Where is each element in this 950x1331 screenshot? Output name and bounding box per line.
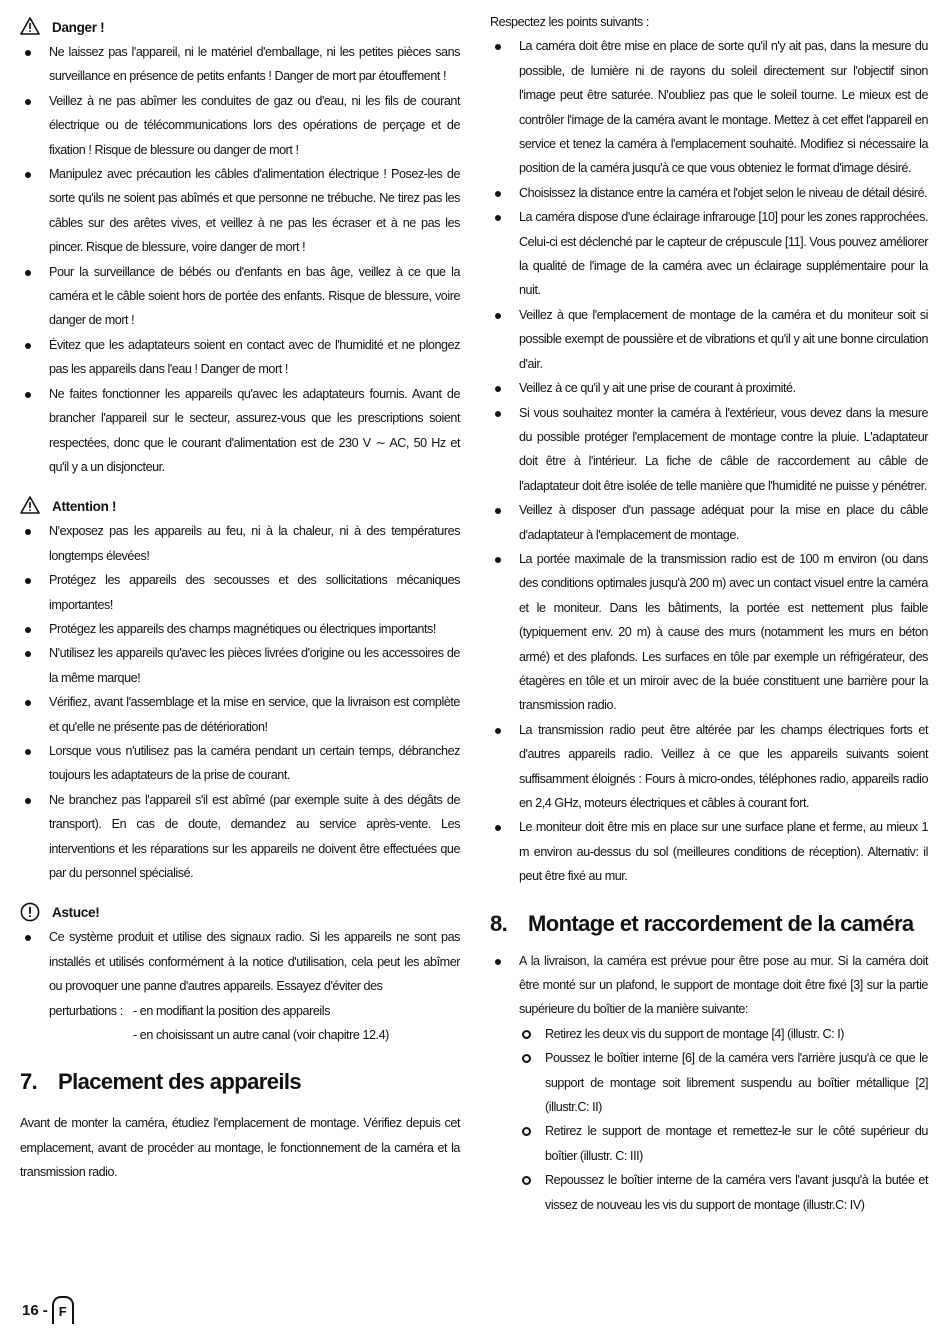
list-item: La caméra dispose d'une éclairage infrarouge [10] pour les zones rapprochées. Celui-ci est déclenché par le capteur de crépuscule [11]. Vous pouvez améliorer la qualité de l'image de la caméra avec un éclairage supplémentaire pour la nuit. [490,205,928,303]
danger-heading [20,14,460,40]
warning-triangle-icon [20,17,40,37]
list-item: Ne laissez pas l'appareil, ni le matériel d'emballage, ni les petites pièces sans surveillance en présence de petits enfants ! Danger de mort par étouffement ! [20,40,460,89]
list-item: Vérifiez, avant l'assemblage et la mise en service, que la livraison est complète et qu'elle ne présente pas de détérioration! [20,690,460,739]
exclamation-circle-icon [20,902,40,922]
section-8-number: 8. [490,910,508,936]
list-item: La caméra doit être mise en place de sorte qu'il n'y ait pas, dans la mesure du possible, de lumière ni de rayons du soleil directement sur l'objectif sinon l'image peut être saturée. N'oubliez pas que le soleil tourne. Le mieux est de contrôler l'image de la caméra avant le montage. Mettez à cet effet l'appareil en service et tenez la caméra à l'emplacement souhaité. Modifiez si nécessaire la position de la caméra jusqu'à ce que vous obteniez le format d'image désiré. [490,34,928,180]
list-item: Pour la surveillance de bébés ou d'enfants en bas âge, veillez à ce que la caméra et le câble soient hors de portée des enfants. Risque de blessure, voire danger de mort ! [20,260,460,333]
mount-step: Poussez le boîtier interne [6] de la caméra vers l'arrière jusqu'à ce que le support de montage soit librement suspendu au boîtier métallique [2] (illustr.C: II) [519,1046,928,1119]
attention-heading [20,493,460,519]
tip-intro: Ce système produit et utilise des signaux radio. Si les appareils ne sont pas installés et utilisés conformément à la notice d'utilisation, cela peut les abîmer ou provoquer une panne d'autres appareils. Essayez d'éviter des [49,930,460,994]
section-7-title: Placement des appareils [58,1069,301,1095]
tip-options-label: perturbations : [49,1003,123,1018]
list-item: N'exposez pas les appareils au feu, ni à la chaleur, ni à des températures longtemps élevées! [20,519,460,568]
danger-list [20,40,460,479]
list-item: Veillez à disposer d'un passage adéquat pour la mise en place du câble d'adaptateur à l'emplacement de montage. [490,498,928,547]
tip-options [49,999,460,1048]
mount-step: Retirez les deux vis du support de montage [4] (illustr. C: I) [519,1022,928,1046]
list-item: Évitez que les adaptateurs soient en contact avec de l'humidité et ne plongez pas les appareils dans l'eau ! Danger de mort ! [20,333,460,382]
section-8-list [490,949,928,1217]
list-item: Le moniteur doit être mis en place sur une surface plane et ferme, au mieux 1 m environ au-dessus du sol (meilleures conditions de réception). Alternativ: il peut être fixé au mur. [490,815,928,888]
tip-option: - en choisissant un autre canal (voir chapitre 12.4) [133,1028,389,1043]
tip-option: - en modifiant la position des appareils [133,1003,330,1018]
warning-triangle-icon [20,496,40,516]
list-item: N'utilisez les appareils qu'avec les pièces livrées d'origine ou les accessoires de la même marque! [20,641,460,690]
list-item: Protégez les appareils des champs magnétiques ou électriques importants! [20,617,460,641]
page-separator: - [42,1301,48,1319]
attention-title: Attention ! [52,498,117,514]
danger-title: Danger ! [52,19,105,35]
list-item [490,949,928,1217]
list-item: Si vous souhaitez monter la caméra à l'extérieur, vous devez dans la mesure du possible protéger l'emplacement de montage contre la pluie. L'adaptateur doit être à l'intérieur. La fiche de câble de raccordement au câble de l'adaptateur doit être isolée de telle manière que l'humidité ne puisse y pénétrer. [490,401,928,499]
tip-title: Astuce! [52,904,100,920]
section-8-lead: A la livraison, la caméra est prévue pour être pose au mur. Si la caméra doit être monté sur un plafond, le support de montage doit être fixé [3] sur la partie supérieure du boîtier de la manière suivante: [519,953,928,1017]
list-item: La transmission radio peut être altérée par les champs électriques forts et d'autres appareils radio. Veillez à ce que les appareils suivants soient suffisamment éloignés : Fours à micro-ondes, téléphones radio, appareils radio en 2,4 GHz, moteurs électriques et câbles à courant fort. [490,718,928,816]
list-item: Ne faites fonctionner les appareils qu'avec les adaptateurs fournis. Avant de brancher l'appareil sur le secteur, assurez-vous que les prescriptions soient respectées, donc que le courant d'alimentation est de 230 V ∼ AC, 50 Hz et qu'il y a un disjoncteur. [20,382,460,480]
placement-list [490,34,928,888]
section-7-number: 7. [20,1069,38,1095]
mount-step: Repoussez le boîtier interne de la caméra vers l'avant jusqu'à la butée et vissez de nouveau les vis du support de montage (illustr.C: IV) [519,1168,928,1217]
right-column [490,14,928,1217]
list-item: Manipulez avec précaution les câbles d'alimentation électrique ! Posez-les de sorte qu'ils ne soient pas abîmés et que personne ne trébuche. Ne tirez pas les câbles sur des arêtes vives, et veillez à ne pas les écraser et à ne pas les pincer. Risque de blessure, voire danger de mort ! [20,162,460,260]
list-item: Veillez à ce qu'il y ait une prise de courant à proximité. [490,376,928,400]
section-7-heading [20,1067,460,1097]
language-badge: F [52,1296,74,1324]
left-column [20,14,460,1185]
section-8-title: Montage et raccordement de la caméra [528,910,914,936]
list-item: Ne branchez pas l'appareil s'il est abîmé (par exemple suite à des dégâts de transport). En cas de doute, demandez au service après-vente. Les interventions et les réparations sur les appareils ne doivent être effectuées que par du personnel spécialisé. [20,788,460,886]
list-item: Veillez à ne pas abîmer les conduites de gaz ou d'eau, ni les fils de courant électrique ou de télécommunications lors des opérations de perçage et de fixation ! Risque de blessure ou danger de mort ! [20,89,460,162]
right-intro: Respectez les points suivants : [490,15,649,29]
list-item: La portée maximale de la transmission radio est de 100 m environ (ou dans des conditions optimales jusqu'à 200 m) avec un contact visuel entre la caméra et le moniteur. Dans les bâtiments, la portée est nettement plus faible (typiquement env. 20 m) à cause des murs (notamment les murs en béton armé) et des plafonds. Les surfaces en tôle par exemple un réfrigérateur, des étagères en tôle et un miroir avec de la buée constituent une barrière pour la transmission radio. [490,547,928,718]
list-item: Choisissez la distance entre la caméra et l'objet selon le niveau de détail désiré. [490,181,928,205]
page-footer [22,1296,74,1324]
list-item: Lorsque vous n'utilisez pas la caméra pendant un certain temps, débranchez toujours les adaptateurs de la prise de courant. [20,739,460,788]
mount-steps [519,1022,928,1217]
tip-heading [20,899,460,925]
section-7-text: Avant de monter la caméra, étudiez l'emplacement de montage. Vérifiez depuis cet emplacement, avant de procéder au montage, le fonctionnement de la caméra et la transmission radio. [20,1116,460,1180]
section-8-heading [490,909,928,939]
mount-step: Retirez le support de montage et remettez-le sur le côté supérieur du boîtier (illustr. C: III) [519,1119,928,1168]
list-item [20,925,460,1047]
list-item: Veillez à que l'emplacement de montage de la caméra et du moniteur soit si possible exempt de poussière et de vibrations et qu'il y ait une bonne circulation d'air. [490,303,928,376]
attention-list [20,519,460,885]
list-item: Protégez les appareils des secousses et des sollicitations mécaniques importantes! [20,568,460,617]
page-number: 16 [22,1301,39,1319]
tip-list [20,925,460,1047]
